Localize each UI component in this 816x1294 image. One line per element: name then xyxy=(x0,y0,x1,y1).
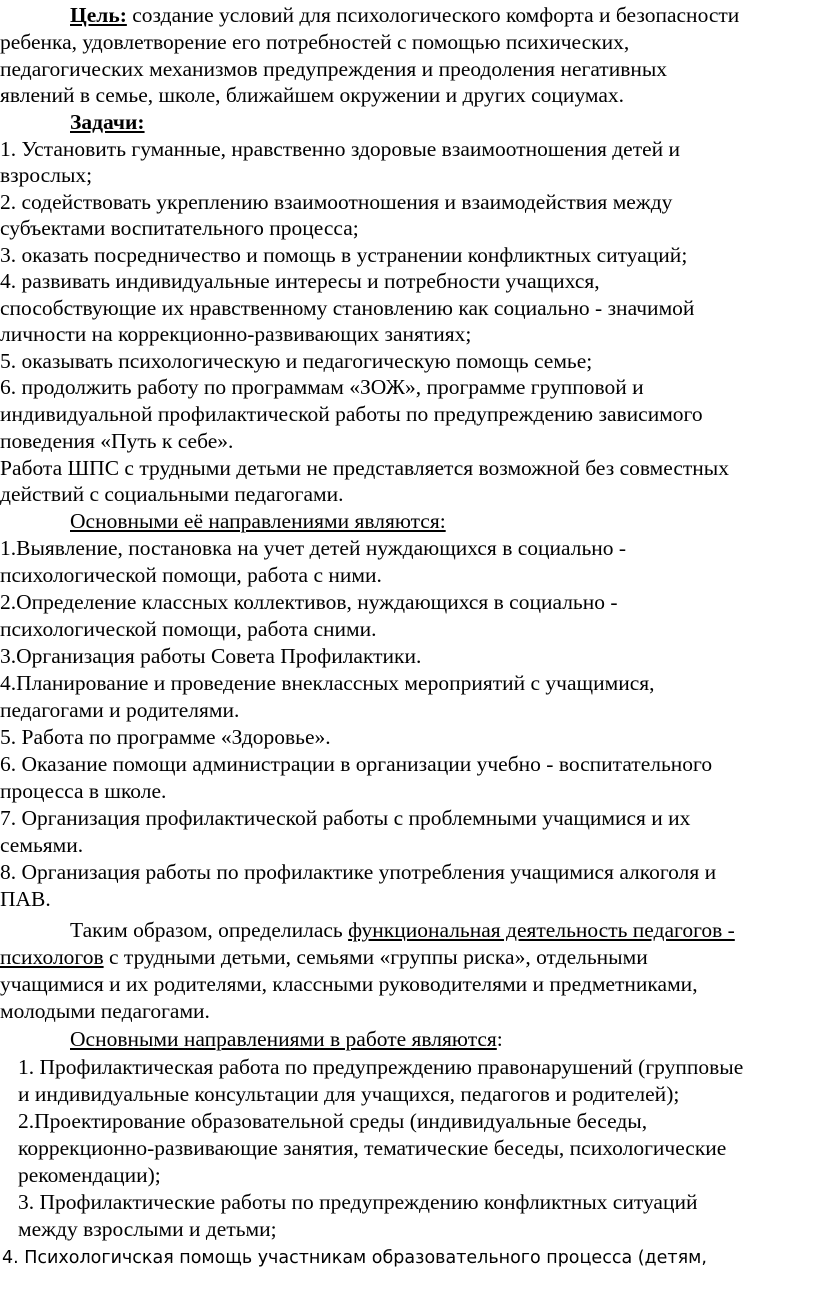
work-line: 3. Профилактические работы по предупреждению конфликтных ситуаций xyxy=(18,1190,698,1214)
work-line: и индивидуальные консультации для учащихся, педагогов и родителей); xyxy=(18,1082,680,1106)
direction-line: 3.Организация работы Совета Профилактики. xyxy=(0,644,422,668)
task-line: 3. оказать посредничество и помощь в устранении конфликтных ситуаций; xyxy=(0,243,688,267)
direction-line: 5. Работа по программе «Здоровье». xyxy=(0,725,331,749)
direction-line: 1.Выявление, постановка на учет детей нуждающихся в социально - xyxy=(0,536,627,560)
conclusion-lead: Таким образом, определилась xyxy=(70,918,349,942)
task-line: действий с социальными педагогами. xyxy=(0,482,344,506)
conclusion-underlined: функциональная деятельность педагогов - xyxy=(348,918,735,942)
work-line: между взрослыми и детьми; xyxy=(18,1217,277,1241)
direction-line: 6. Оказание помощи администрации в организации учебно - воспитательного xyxy=(0,752,713,776)
work-line: 1. Профилактическая работа по предупреждению правонарушений (групповые xyxy=(18,1055,744,1079)
work-heading: Основными направлениями в работе являются xyxy=(70,1027,497,1051)
direction-line: психологической помощи, работа с ними. xyxy=(0,563,382,587)
task-line: 1. Установить гуманные, нравственно здоровые взаимоотношения детей и xyxy=(0,137,681,161)
direction-line: семьями. xyxy=(0,833,84,857)
direction-line: ПАВ. xyxy=(0,887,51,911)
task-line: индивидуальной профилактической работы по предупреждению зависимого xyxy=(0,402,703,426)
conclusion-line-4: молодыми педагогами. xyxy=(0,999,210,1023)
direction-line: психологической помощи, работа сними. xyxy=(0,617,377,641)
work-line: 2.Проектирование образовательной среды (индивидуальные беседы, xyxy=(18,1109,648,1133)
task-line: 6. продолжить работу по программам «ЗОЖ», программе групповой и xyxy=(0,375,644,399)
work-line: коррекционно-развивающие занятия, тематические беседы, психологические xyxy=(18,1136,727,1160)
direction-line: 4.Планирование и проведение внеклассных мероприятий с учащимися, xyxy=(0,671,655,695)
task-line: 5. оказывать психологическую и педагогическую помощь семье; xyxy=(0,349,593,373)
goal-text-1: создание условий для психологического комфорта и безопасности xyxy=(132,3,740,27)
task-line: личности на коррекционно-развивающих занятиях; xyxy=(0,322,472,346)
tasks-heading: Задачи: xyxy=(70,110,145,134)
task-line: взрослых; xyxy=(0,163,93,187)
goal-line-3: педагогических механизмов предупреждения и преодоления негативных xyxy=(0,57,668,81)
conclusion-line-1 xyxy=(70,917,735,943)
work-line: рекомендации); xyxy=(18,1163,161,1187)
direction-line: процесса в школе. xyxy=(0,779,167,803)
conclusion-line-2 xyxy=(0,944,648,970)
task-line: поведения «Путь к себе». xyxy=(0,429,234,453)
goal-line-2: ребенка, удовлетворение его потребностей с помощью психических, xyxy=(0,30,630,54)
direction-line: 7. Организация профилактической работы с проблемными учащимися и их xyxy=(0,806,691,830)
goal-label: Цель: xyxy=(70,3,127,27)
work-heading-colon: : xyxy=(496,1027,503,1051)
conclusion-rest-2: с трудными детьми, семьями «группы риска», отдельными xyxy=(103,945,648,969)
last-line: 4. Психологичская помощь участникам образовательного процесса (детям, xyxy=(2,1248,707,1268)
goal-line-1 xyxy=(70,2,739,28)
direction-line: 8. Организация работы по профилактике употребления учащимися алкоголя и xyxy=(0,860,717,884)
directions-heading: Основными её направлениями являются: xyxy=(70,509,446,533)
work-heading-line xyxy=(70,1026,503,1052)
task-line: способствующие их нравственному становлению как социально - значимой xyxy=(0,296,695,320)
task-line: 4. развивать индивидуальные интересы и потребности учащихся, xyxy=(0,269,600,293)
task-line: Работа ШПС с трудными детьми не представляется возможной без совместных xyxy=(0,456,729,480)
conclusion-line-3: учащимися и их родителями, классными руководителями и предметниками, xyxy=(0,972,698,996)
conclusion-underlined-2: психологов xyxy=(0,945,104,969)
direction-line: 2.Определение классных коллективов, нуждающихся в социально - xyxy=(0,590,618,614)
direction-line: педагогами и родителями. xyxy=(0,698,240,722)
task-line: субъектами воспитательного процесса; xyxy=(0,216,359,240)
goal-line-4: явлений в семье, школе, ближайшем окружении и других социумах. xyxy=(0,83,625,107)
task-line: 2. содействовать укреплению взаимоотношения и взаимодействия между xyxy=(0,190,673,214)
